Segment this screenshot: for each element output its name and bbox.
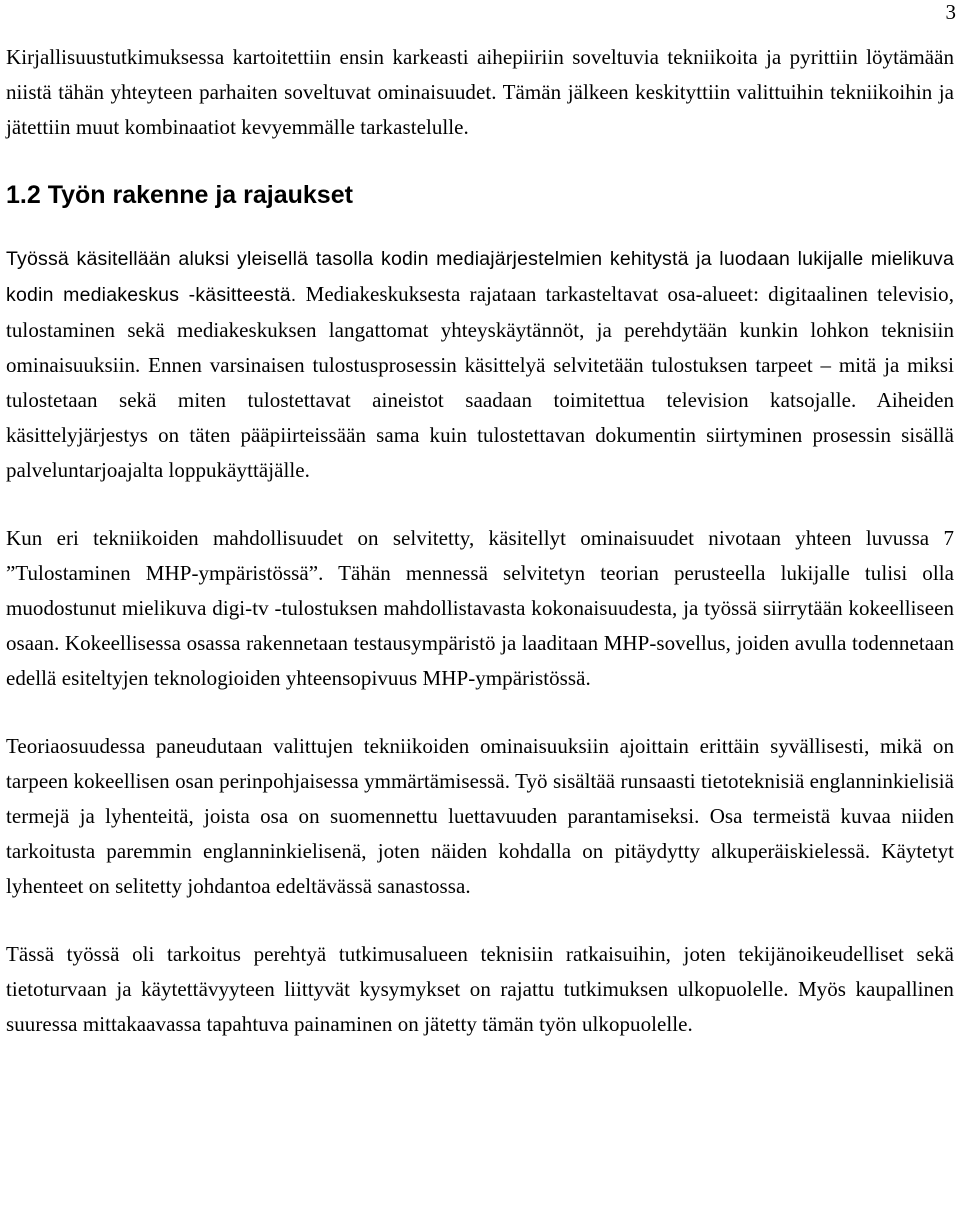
document-body <box>6 40 954 1042</box>
structure-paragraph-3: Teoriaosuudessa paneudutaan valittujen tekniikoiden ominaisuuksiin ajoittain erittäin syvällisesti, mikä on tarpeen kokeellisen osan perinpohjaisessa ymmärtämisessä. Työ sisältää runsaasti tietoteknisiä englanninkielisiä termejä ja lyhenteitä, joista osa on suomennettu luettavuuden parantamiseksi. Osa termeistä kuvaa niiden tarkoitusta paremmin englanninkielisenä, joten näiden kohdalla on pitäydytty alkuperäiskielessä. Käytetyt lyhenteet on selitetty johdantoa edeltävässä sanastossa. <box>6 734 954 898</box>
structure-paragraph-2: Kun eri tekniikoiden mahdollisuudet on selvitetty, käsitellyt ominaisuudet nivotaan yhteen luvussa 7 ”Tulostaminen MHP-ympäristössä”. Tähän mennessä selvitetyn teorian perusteella lukijalle tulisi olla muodostunut mielikuva digi-tv -tulostuksen mahdollistavasta kokonaisuudesta, ja työssä siirrytään kokeelliseen osaan. Kokeellisessa osassa rakennetaan testausympäristö ja laaditaan MHP-sovellus, joiden avulla todennetaan edellä esiteltyjen teknologioiden yhteensopivuus MHP-ympäristössä. <box>6 526 954 690</box>
structure-paragraph-1-sans-text: Työssä käsitellään aluksi yleisellä tasolla kodin mediajärjestelmien kehitystä ja luodaan lukijalle mielikuva kodin mediakeskus -käsitteestä. <box>6 248 954 306</box>
structure-paragraph-4: Tässä työssä oli tarkoitus perehtyä tutkimusalueen teknisiin ratkaisuihin, joten tekijänoikeudelliset sekä tietoturvaan ja käytettävyyteen liittyvät kysymykset on rajattu tutkimuksen ulkopuolelle. Myös kaupallinen suuressa mittakaavassa tapahtuva painaminen on jätetty tämän työn ulkopuolelle. <box>6 942 954 1036</box>
structure-paragraph-1 <box>6 241 954 488</box>
structure-paragraph-1-serif-text: Mediakeskuksesta rajataan tarkasteltavat osa-alueet: digitaalinen televisio, tulostaminen sekä mediakeskuksen langattomat yhteyskäytännöt, ja perehdytään kunkin lohkon teknisiin ominaisuuksiin. Ennen varsinaisen tulostusprosessin käsittelyä selvitetään tulostuksen tarpeet – mitä ja miksi tulostetaan sekä miten tulostettavat aineistot saadaan toimitettua television katsojalle. Aiheiden käsittelyjärjestys on täten pääpiirteissään sama kuin tulostettavan dokumentin siirtyminen prosessin sisällä palveluntarjoajalta loppukäyttäjälle. <box>6 282 954 482</box>
section-heading: 1.2 Työn rakenne ja rajaukset <box>6 181 353 209</box>
page-number: 3 <box>945 0 956 24</box>
intro-paragraph: Kirjallisuustutkimuksessa kartoitettiin ensin karkeasti aihepiiriin soveltuvia tekniikoita ja pyrittiin löytämään niistä tähän yhteyteen parhaiten soveltuvat ominaisuudet. Tämän jälkeen keskityttiin valittuihin tekniikoihin ja jätettiin muut kombinaatiot kevyemmälle tarkastelulle. <box>6 45 954 139</box>
